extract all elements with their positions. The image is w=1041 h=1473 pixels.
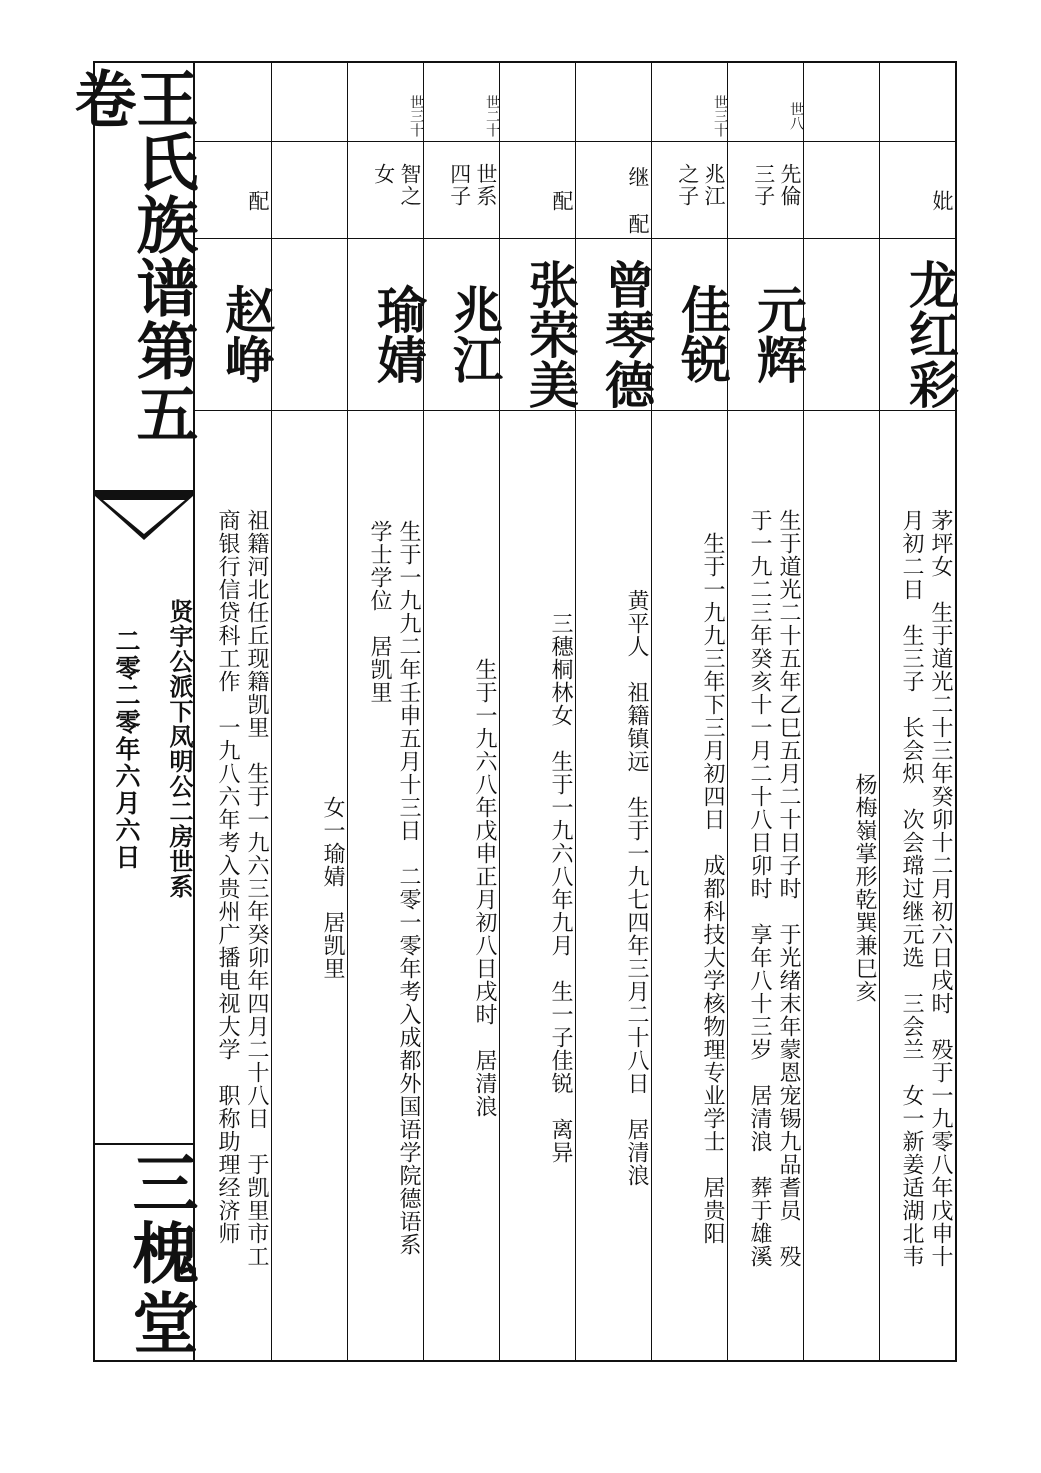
hall-name: 三槐堂 xyxy=(121,1149,199,1359)
relation-label: 智之 女 xyxy=(371,163,422,207)
entry-column xyxy=(347,63,428,1360)
relation-label xyxy=(804,143,879,238)
relation-label: 继 配 xyxy=(626,166,650,235)
relation-label: 配 xyxy=(246,189,270,212)
branch-lineage-label: 贤宇公派下凤明公二房世系 xyxy=(165,599,194,899)
person-bio: 三穗桐林女 生于一九六八年九月 生一子佳锐 离异 xyxy=(548,612,573,1164)
generation-label xyxy=(804,63,879,141)
person-name xyxy=(272,240,347,410)
person-bio: 祖籍河北任丘现籍凯里 生于一九六三年癸卯年四月二十八日 于凯里市工 商银行信贷科工作 一九八六年考入贵州广播电视大学 职称助理经济师 xyxy=(214,508,269,1268)
generation-label xyxy=(500,63,575,141)
person-bio: 女一瑜婧 居凯里 xyxy=(320,796,345,980)
generation-label xyxy=(272,63,347,141)
relation-label: 配 xyxy=(550,189,574,212)
generation-label xyxy=(880,63,955,141)
generation-label xyxy=(576,63,651,141)
generation-label: 世三十 xyxy=(408,95,424,137)
compile-date: 二零二零年六月六日 xyxy=(112,627,141,871)
person-bio: 茅坪女 生于道光二十三年癸卯十二月初六日戌时 殁于一九零八年戊申十 月初二日 生三子 长会炽 次会瑺过继元选 三会兰 女一新姜适湖北韦 xyxy=(898,508,953,1268)
relation-label: 世系 四子 xyxy=(447,163,498,207)
relation-label xyxy=(272,143,347,238)
person-name: 赵峥 xyxy=(217,284,276,384)
relation-label: 妣 xyxy=(930,189,954,212)
person-name: 元辉 xyxy=(749,284,808,384)
entry-column xyxy=(499,63,580,1360)
entry-column xyxy=(651,63,732,1360)
person-name: 张荣美 xyxy=(521,259,580,409)
person-name: 龙红彩 xyxy=(901,259,960,409)
hall-divider xyxy=(95,1143,193,1145)
person-bio: 生于道光二十五年乙巳五月二十日子时 于光绪末年蒙恩宠锡九品耆员 殁 于一九二三年癸亥十一月二十八日卯时 享年八十三岁 居清浪 葬于雄溪 xyxy=(746,508,801,1268)
entry-column xyxy=(271,63,347,1360)
generation-label: 世二十 xyxy=(484,95,500,137)
genealogy-page xyxy=(64,61,960,1362)
entry-column xyxy=(423,63,504,1360)
entry-grid xyxy=(195,63,960,1360)
generation-label: 世八 xyxy=(788,102,804,130)
person-bio: 黄平人 祖籍镇远 生于一九七四年三月二十八日 居清浪 xyxy=(624,589,649,1187)
generation-label: 世三十 xyxy=(712,95,728,137)
person-name: 兆江 xyxy=(445,284,504,384)
generation-label xyxy=(195,63,271,141)
person-name: 曾琴德 xyxy=(597,259,656,409)
person-bio: 生于一九九二年壬申五月十三日 二零一零年考入成都外国语学院德语系 学士学位 居凯里 xyxy=(366,520,421,1256)
person-bio: 生于一九九三年下三月初四日 成都科技大学核物理专业学士 居贵阳 xyxy=(700,531,725,1245)
relation-label: 兆江 之子 xyxy=(675,163,726,207)
entry-column xyxy=(879,63,960,1360)
person-name xyxy=(804,240,879,410)
title-panel xyxy=(64,63,199,1360)
person-name: 佳锐 xyxy=(673,284,732,384)
person-bio: 生于一九六八年戊申正月初八日戌时 居清浪 xyxy=(472,658,497,1118)
relation-label: 先倫 三子 xyxy=(751,163,802,207)
entry-column xyxy=(727,63,808,1360)
entry-column xyxy=(575,63,656,1360)
person-bio: 杨梅嶺掌形乾巽兼巳亥 xyxy=(852,773,877,1003)
book-title: 王氏族谱第五卷 xyxy=(64,67,199,445)
person-name: 瑜婧 xyxy=(369,284,428,384)
fishtail-ornament xyxy=(95,494,193,542)
entry-column xyxy=(803,63,879,1360)
entry-column xyxy=(195,63,276,1360)
